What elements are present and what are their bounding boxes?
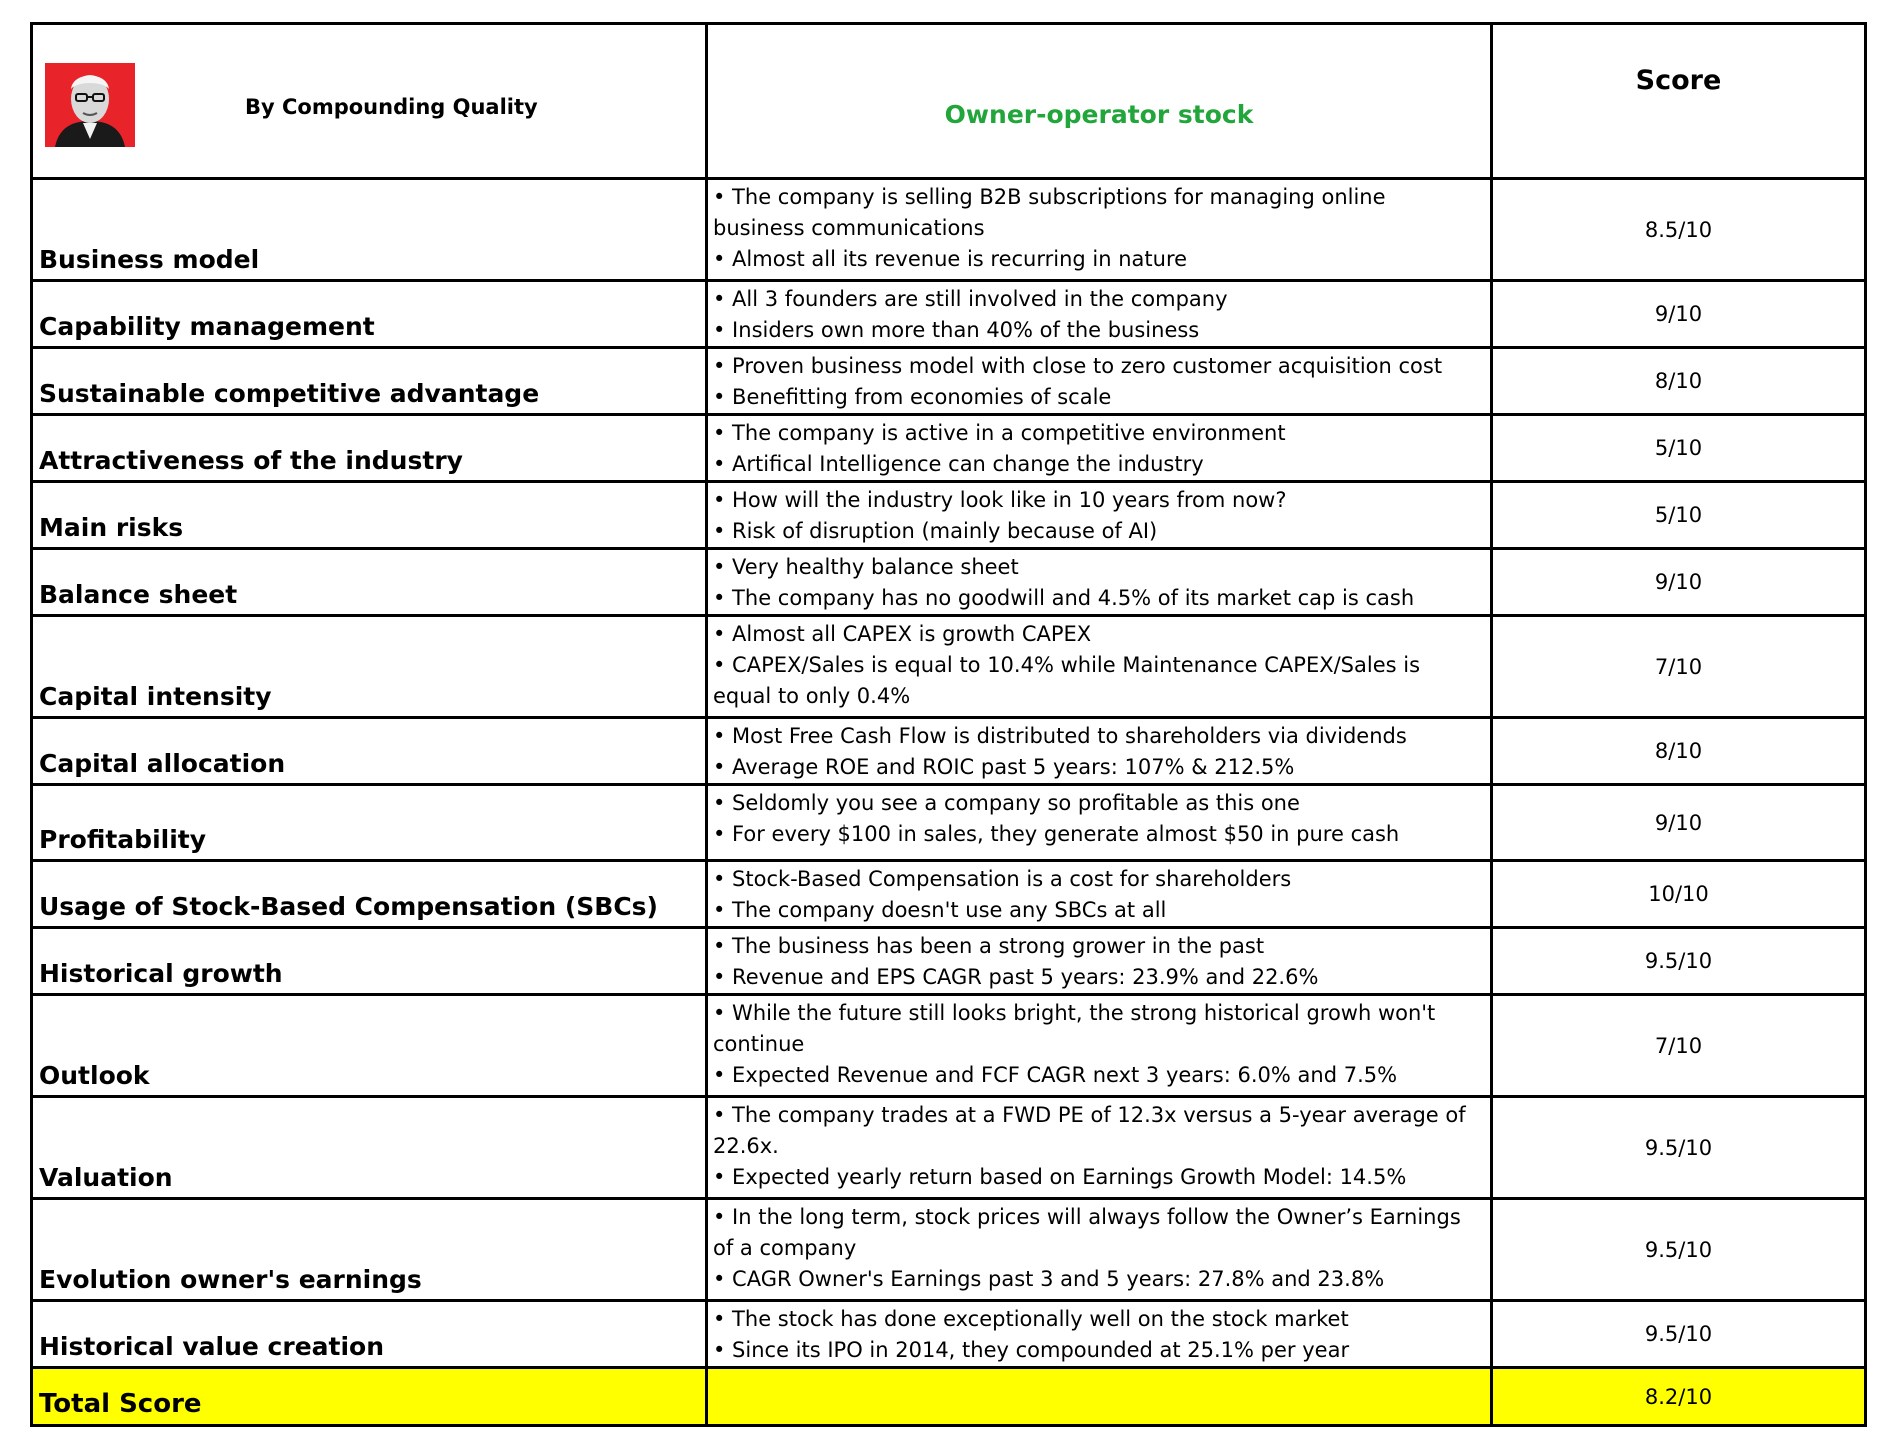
score-value: 8.5/10 — [1492, 179, 1866, 281]
bullet-text: • CAPEX/Sales is equal to 10.4% while Maintenance CAPEX/Sales is equal to only 0.4% — [713, 653, 1421, 708]
bullet-text: • Artifical Intelligence can change the industry — [713, 452, 1204, 476]
bullet-text: • All 3 founders are still involved in the company — [713, 287, 1228, 311]
bullet-text: • The company has no goodwill and 4.5% of its market cap is cash — [713, 586, 1415, 610]
total-score: 8.2/10 — [1492, 1368, 1866, 1426]
score-value: 9.5/10 — [1492, 1097, 1866, 1199]
total-notes-empty — [707, 1368, 1492, 1426]
bullet-text: • Very healthy balance sheet — [713, 555, 1019, 579]
table-row — [32, 415, 1866, 482]
header-row — [32, 24, 1866, 179]
table-row — [32, 1097, 1866, 1199]
criterion-label: Business model — [32, 179, 707, 281]
score-value: 7/10 — [1492, 995, 1866, 1097]
bullet-text: • For every $100 in sales, they generate almost $50 in pure cash — [713, 822, 1400, 846]
criterion-notes — [707, 482, 1492, 549]
brand-cell — [32, 24, 707, 179]
bullet-text: • Seldomly you see a company so profitable as this one — [713, 791, 1300, 815]
bullet-text: • Proven business model with close to zero customer acquisition cost — [713, 354, 1443, 378]
table-row — [32, 549, 1866, 616]
criterion-label: Capability management — [32, 281, 707, 348]
criterion-notes — [707, 348, 1492, 415]
bullet-text: • Expected Revenue and FCF CAGR next 3 years: 6.0% and 7.5% — [713, 1063, 1398, 1087]
criterion-notes — [707, 616, 1492, 718]
table-row — [32, 928, 1866, 995]
criterion-label: Attractiveness of the industry — [32, 415, 707, 482]
score-value: 9/10 — [1492, 785, 1866, 861]
criterion-label: Outlook — [32, 995, 707, 1097]
bullet-text: • Insiders own more than 40% of the business — [713, 318, 1200, 342]
bullet-text: • Almost all CAPEX is growth CAPEX — [713, 622, 1092, 646]
score-value: 5/10 — [1492, 415, 1866, 482]
bullet-text: • The company is selling B2B subscriptions for managing online business communications — [713, 185, 1386, 240]
total-row — [32, 1368, 1866, 1426]
criterion-notes — [707, 861, 1492, 928]
bullet-text: • How will the industry look like in 10 years from now? — [713, 488, 1287, 512]
criterion-label: Historical growth — [32, 928, 707, 995]
score-value: 9.5/10 — [1492, 1301, 1866, 1368]
brand-text: By Compounding Quality — [245, 95, 538, 119]
bullet-text: • Average ROE and ROIC past 5 years: 107% & 212.5% — [713, 755, 1295, 779]
criterion-label: Capital intensity — [32, 616, 707, 718]
bullet-text: • Risk of disruption (mainly because of AI) — [713, 519, 1158, 543]
score-heading: Score — [1492, 24, 1866, 179]
table-row — [32, 861, 1866, 928]
criterion-label: Main risks — [32, 482, 707, 549]
score-value: 9.5/10 — [1492, 1199, 1866, 1301]
column-title: Owner-operator stock — [707, 24, 1492, 179]
bullet-text: • Benefitting from economies of scale — [713, 385, 1112, 409]
bullet-text: • Almost all its revenue is recurring in nature — [713, 247, 1188, 271]
table-row — [32, 482, 1866, 549]
portrait-logo-icon — [45, 63, 135, 147]
table-row — [32, 718, 1866, 785]
criterion-label: Valuation — [32, 1097, 707, 1199]
criterion-label: Capital allocation — [32, 718, 707, 785]
table-row — [32, 1199, 1866, 1301]
score-value: 10/10 — [1492, 861, 1866, 928]
criterion-notes — [707, 281, 1492, 348]
criterion-label: Sustainable competitive advantage — [32, 348, 707, 415]
criterion-notes — [707, 995, 1492, 1097]
criterion-notes — [707, 718, 1492, 785]
bullet-text: • CAGR Owner's Earnings past 3 and 5 years: 27.8% and 23.8% — [713, 1267, 1385, 1291]
criterion-label: Balance sheet — [32, 549, 707, 616]
score-value: 7/10 — [1492, 616, 1866, 718]
table-row — [32, 348, 1866, 415]
criterion-notes — [707, 1301, 1492, 1368]
table-row — [32, 281, 1866, 348]
criterion-label: Historical value creation — [32, 1301, 707, 1368]
criterion-label: Evolution owner's earnings — [32, 1199, 707, 1301]
bullet-text: • Most Free Cash Flow is distributed to shareholders via dividends — [713, 724, 1407, 748]
bullet-text: • In the long term, stock prices will always follow the Owner’s Earnings of a company — [713, 1205, 1461, 1260]
score-value: 5/10 — [1492, 482, 1866, 549]
criterion-notes — [707, 928, 1492, 995]
criterion-notes — [707, 549, 1492, 616]
criterion-label: Usage of Stock-Based Compensation (SBCs) — [32, 861, 707, 928]
criterion-notes — [707, 415, 1492, 482]
total-label: Total Score — [32, 1368, 707, 1426]
scorecard-table — [30, 22, 1867, 1427]
score-value: 9.5/10 — [1492, 928, 1866, 995]
table-row — [32, 785, 1866, 861]
score-value: 8/10 — [1492, 718, 1866, 785]
bullet-text: • The company trades at a FWD PE of 12.3x versus a 5-year average of 22.6x. — [713, 1103, 1466, 1158]
bullet-text: • Since its IPO in 2014, they compounded at 25.1% per year — [713, 1338, 1350, 1362]
criterion-notes — [707, 179, 1492, 281]
bullet-text: • While the future still looks bright, the strong historical growh won't continue — [713, 1001, 1436, 1056]
bullet-text: • The stock has done exceptionally well on the stock market — [713, 1307, 1349, 1331]
table-row — [32, 616, 1866, 718]
criterion-notes — [707, 1199, 1492, 1301]
criterion-notes — [707, 785, 1492, 861]
bullet-text: • The company doesn't use any SBCs at all — [713, 898, 1167, 922]
table-row — [32, 995, 1866, 1097]
score-value: 9/10 — [1492, 549, 1866, 616]
table-row — [32, 179, 1866, 281]
bullet-text: • Expected yearly return based on Earnings Growth Model: 14.5% — [713, 1165, 1407, 1189]
bullet-text: • Stock-Based Compensation is a cost for shareholders — [713, 867, 1292, 891]
bullet-text: • The business has been a strong grower in the past — [713, 934, 1265, 958]
bullet-text: • Revenue and EPS CAGR past 5 years: 23.9% and 22.6% — [713, 965, 1319, 989]
table-row — [32, 1301, 1866, 1368]
criterion-notes — [707, 1097, 1492, 1199]
criterion-label: Profitability — [32, 785, 707, 861]
score-value: 9/10 — [1492, 281, 1866, 348]
score-value: 8/10 — [1492, 348, 1866, 415]
bullet-text: • The company is active in a competitive environment — [713, 421, 1286, 445]
